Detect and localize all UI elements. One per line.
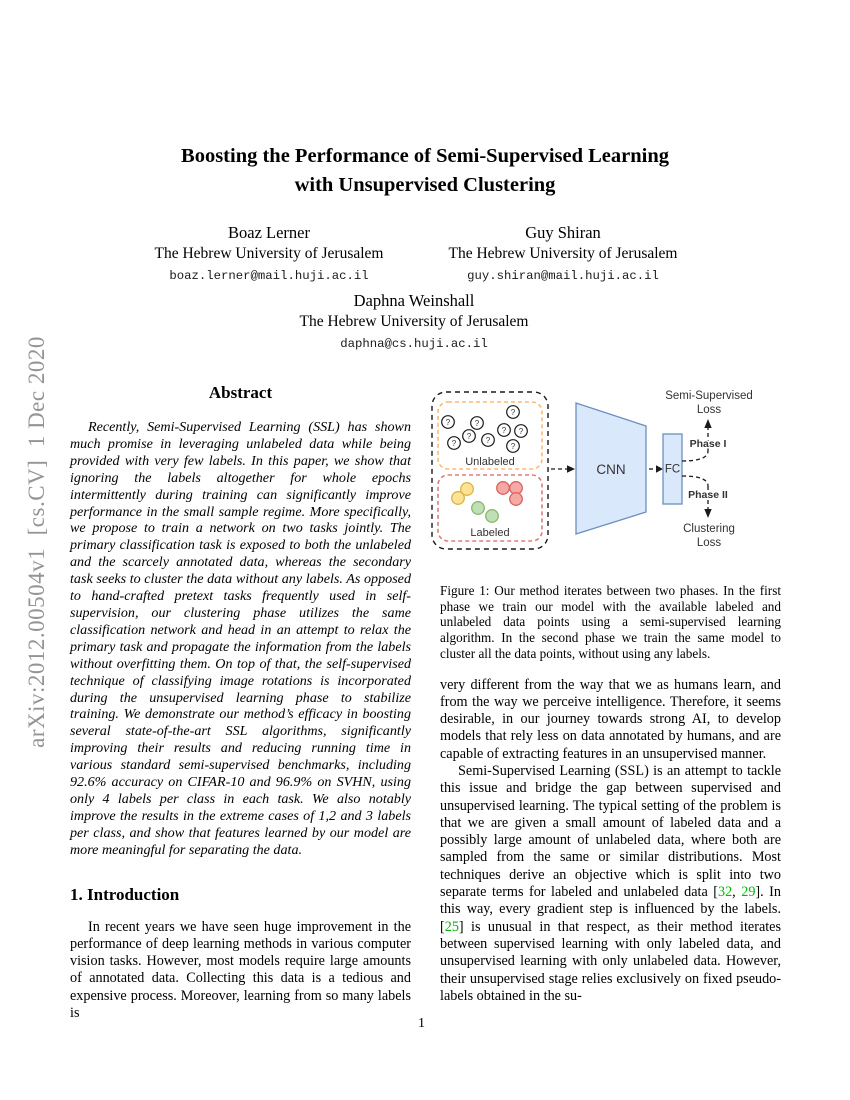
question-mark: ? xyxy=(466,432,472,441)
semi-supervised-loss-label-line1: Semi-Supervised xyxy=(665,390,753,402)
labeled-point-red xyxy=(497,482,510,495)
section-heading-introduction: 1. Introduction xyxy=(70,884,180,904)
arrowhead-up-icon xyxy=(704,419,711,428)
paragraph-text: ] is unusual in that respect, as their method iterates between supervised learning with only labeled data, and unsupervised learning with only unlabeled data. However, their unsupervised stage relies exclusively on fixed pseudo-labels obtained in the su- xyxy=(440,918,781,1004)
question-mark: ? xyxy=(510,408,516,417)
page-number: 1 xyxy=(418,1016,425,1031)
right-column xyxy=(440,379,781,1005)
question-mark: ? xyxy=(445,418,451,427)
left-column xyxy=(70,383,411,1022)
author-affiliation: The Hebrew University of Jerusalem xyxy=(154,245,384,262)
author-affiliation: The Hebrew University of Jerusalem xyxy=(299,313,529,330)
abstract-text: Recently, Semi-Supervised Learning (SSL) has shown much promise in leveraging unlabeled data while being provided with very few labels. In this paper, we show that ignoring the labels altogether for whole epochs intermittently during training can significantly improve performance in the small sample regime. More specifically, we propose to train a network on two tasks jointly. The primary classification task is exposed to both the unlabeled and the scarcely annotated data, whereas the secondary task seeks to cluster the data without any labels. As opposed to hand-crafted pretext tasks frequently used in self-supervision, our clustering phase utilizes the same classification network and head in an attempt to relax the primary task and propagate the information from the labels without overfitting them. On top of that, the self-supervised technique of classifying image rotations is incorporated during the unsupervised learning phase to stabilize training. We demonstrate our method’s efficacy in boosting several state-of-the-art SSL algorithms, significantly improving their results and reducing running time in various standard semi-supervised benchmarks, including 92.6% accuracy on CIFAR-10 and 96.9% on SVHN, using only 4 labels per class in each task. We also notably improve the results in the extreme cases of 1,2 and 3 labels per class, and show that features learned by our model are more meaningful for separating the data. xyxy=(70,419,411,858)
author-block-2 xyxy=(382,222,744,286)
labeled-point-green xyxy=(486,510,499,523)
paper-title-line2: with Unsupervised Clustering xyxy=(294,174,556,196)
semi-supervised-loss-label-line2: Loss xyxy=(696,404,722,416)
figure-1-caption: Figure 1: Our method iterates between two phases. In the first phase we train our model with the available labeled and unlabeled data points using a semi-supervised learning algorithm. In the second phase we train the same model to cluster all the data points, without using any labels. xyxy=(440,583,781,661)
question-mark: ? xyxy=(474,419,480,428)
citation-link-29[interactable]: 29 xyxy=(741,884,756,901)
author-email: daphna@cs.huji.ac.il xyxy=(340,337,488,351)
paragraph-text: Semi-Supervised Learning (SSL) is an attempt to tackle this issue and bridge the gap between supervised and unsupervised learning. The typical setting of the problem is that we are given a small amount of labeled data and a possibly large amount of unlabeled data, where both are sampled from the same or similar distributions. Most techniques derive an objective which is split into two separate terms for labeled and unlabeled data [ xyxy=(440,763,781,901)
clustering-loss-label-line1: Clustering xyxy=(683,523,735,535)
author-email: guy.shiran@mail.huji.ac.il xyxy=(467,269,659,283)
arxiv-watermark: arXiv:2012.00504v1 [cs.CV] 1 Dec 2020 xyxy=(24,336,49,748)
citation-link-32[interactable]: 32 xyxy=(717,884,733,901)
unlabeled-label: Unlabeled xyxy=(465,456,515,468)
author-affiliation: The Hebrew University of Jerusalem xyxy=(448,245,678,262)
arrowhead-icon xyxy=(567,465,575,473)
figure-1-diagram xyxy=(420,379,790,571)
question-mark: ? xyxy=(451,439,457,448)
question-mark: ? xyxy=(518,427,524,436)
author-block-3 xyxy=(0,290,828,354)
introduction-paragraph: In recent years we have seen huge improvement in the performance of deep learning methods in various computer vision tasks. However, most models require large amounts of annotated data. Collecting this data is a tedious and expensive process. Moreover, learning from so many labels is xyxy=(70,918,411,1022)
phase2-curve xyxy=(682,476,708,486)
phase2-label: Phase II xyxy=(688,489,728,501)
phase1-label: Phase I xyxy=(689,438,727,450)
labeled-point-green xyxy=(472,502,485,515)
author-name: Daphna Weinshall xyxy=(353,291,475,310)
fc-label: FC xyxy=(664,463,681,476)
paragraph-text: , xyxy=(732,884,742,901)
unlabeled-points xyxy=(442,406,528,453)
labeled-points xyxy=(452,482,523,523)
question-mark: ? xyxy=(485,436,491,445)
labeled-point-red xyxy=(510,493,523,506)
author-email: boaz.lerner@mail.huji.ac.il xyxy=(169,269,369,283)
paper-title-line1: Boosting the Performance of Semi-Supervised Learning xyxy=(181,145,669,167)
question-mark: ? xyxy=(510,442,516,451)
cnn-label: CNN xyxy=(596,462,626,477)
paragraph-text: ]. In this way, every gradient step is influenced by the labels. [ xyxy=(440,884,781,935)
clustering-loss-label-line2: Loss xyxy=(696,537,722,549)
citation-link-25[interactable]: 25 xyxy=(444,918,459,935)
arrowhead-down-icon xyxy=(704,509,711,518)
phase1-curve xyxy=(682,451,708,461)
author-name: Guy Shiran xyxy=(525,223,601,242)
author-name: Boaz Lerner xyxy=(228,223,310,242)
question-mark: ? xyxy=(501,426,507,435)
paper-title xyxy=(0,142,850,200)
abstract-heading: Abstract xyxy=(208,383,273,402)
right-column-paragraph-2 xyxy=(440,763,781,1005)
right-column-paragraph-1: very different from the way that we as humans learn, and from the way we perceive intelligence. Therefore, it seems desirable, in our journey towards strong AI, to develop models that rely less on data annotated by humans, and are capable of extracting features in an unsupervised manner. xyxy=(440,676,781,762)
labeled-label: Labeled xyxy=(470,527,510,539)
arrowhead-icon xyxy=(656,465,663,473)
labeled-point-yellow xyxy=(452,492,465,505)
